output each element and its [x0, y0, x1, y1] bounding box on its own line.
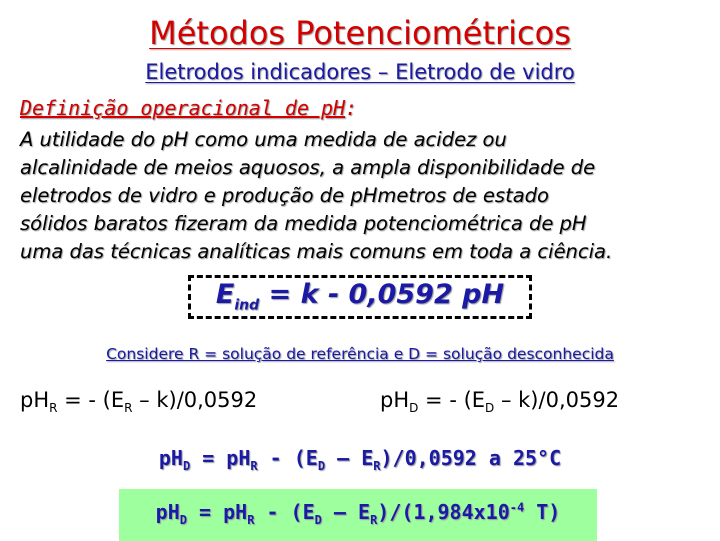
paragraph-line: eletrodos de vidro e produção de pHmetros de estado [20, 184, 549, 207]
eq-sub: R [247, 513, 255, 527]
eq-part: pH [158, 446, 183, 470]
main-eq-lhs-sub: ind [234, 297, 260, 314]
paragraph-line: alcalinidade de meios aquosos, a ampla disponibilidade de [20, 156, 596, 179]
eq-part: )/0,0592 a 25°C [380, 446, 562, 470]
paragraph-line: A utilidade do pH como uma medida de acidez ou [20, 128, 507, 151]
eq-part: - (E [257, 446, 318, 470]
eq-sub: R [370, 513, 378, 527]
eq-sub: R [373, 459, 381, 473]
equation-25c [0, 446, 720, 473]
eq-part: = - (E [418, 388, 486, 412]
eq-part: )/(1,984x10 [377, 500, 510, 524]
eq-sub: R [124, 401, 133, 416]
eq-part: – E [325, 446, 374, 470]
eq-sub: R [49, 401, 58, 416]
eq-sub: D [485, 401, 495, 416]
paragraph-line: sólidos baratos fizeram da medida potenciométrica de pH [20, 212, 587, 235]
eq-part: – k)/0,0592 [494, 388, 620, 412]
eq-part: T) [524, 500, 561, 524]
main-eq-lhs: E [215, 279, 235, 310]
definition-heading-colon: : [345, 96, 358, 120]
equation-reference [20, 388, 257, 415]
equation-general [119, 500, 597, 527]
eq-sub: D [182, 459, 191, 473]
eq-part: pH [155, 500, 180, 524]
eq-part: pH [20, 388, 50, 412]
eq-part: = pH [186, 500, 248, 524]
page-subtitle: Eletrodos indicadores – Eletrodo de vidro [145, 60, 575, 84]
eq-part: pH [380, 388, 410, 412]
eq-exponent: -4 [509, 500, 525, 515]
eq-part: – k)/0,0592 [132, 388, 258, 412]
eq-sub: D [314, 513, 322, 527]
page-title: Métodos Potenciométricos [149, 14, 571, 52]
eq-part: - (E [254, 500, 315, 524]
definition-heading-label: Definição operacional de pH [20, 96, 346, 120]
paragraph-line: uma das técnicas analíticas mais comuns em toda a ciência. [20, 240, 613, 263]
eq-sub: D [317, 459, 326, 473]
main-eq-rhs: = k - 0,0592 pH [259, 279, 505, 310]
equation-unknown [380, 388, 619, 415]
definition-heading [20, 96, 357, 120]
consider-note: Considere R = solução de referência e D = solução desconhecida [106, 345, 614, 363]
eq-sub: D [409, 401, 419, 416]
eq-part: = pH [190, 446, 251, 470]
main-equation [188, 279, 532, 313]
eq-part: = - (E [57, 388, 125, 412]
definition-paragraph [20, 126, 710, 266]
eq-part: – E [321, 500, 371, 524]
eq-sub: R [250, 459, 258, 473]
eq-sub: D [179, 513, 187, 527]
